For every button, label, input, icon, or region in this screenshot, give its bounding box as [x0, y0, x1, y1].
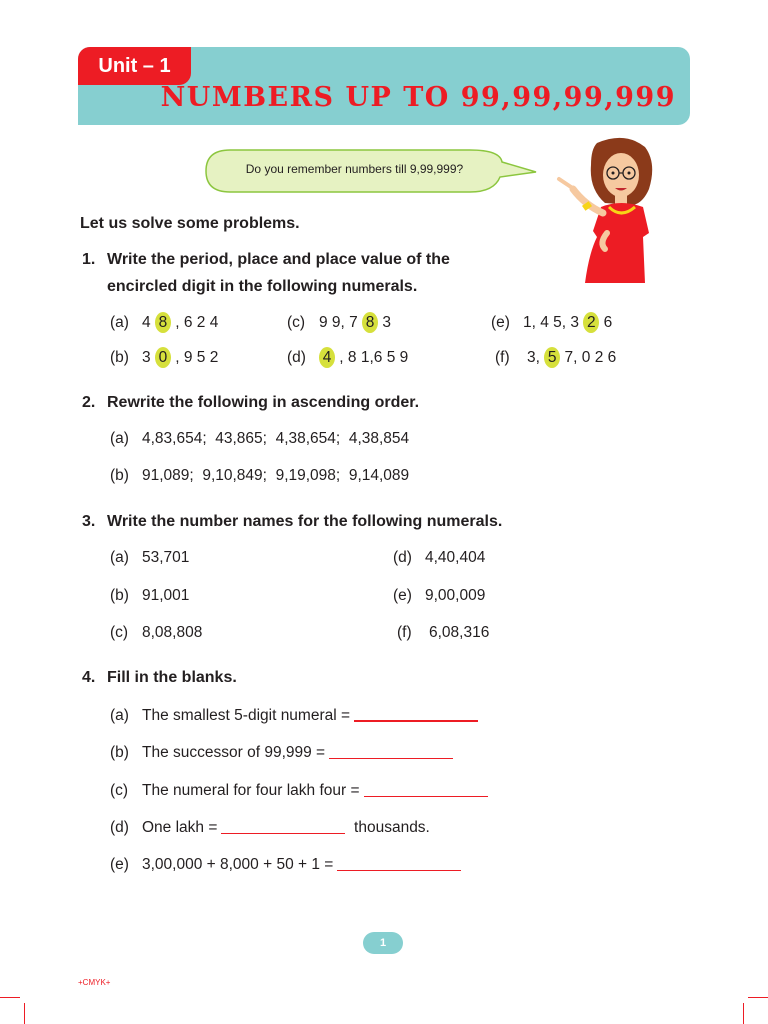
q4-item-c: (c) The numeral for four lakh four = — [110, 782, 488, 800]
answer-blank[interactable] — [221, 832, 345, 834]
unit-title: NUMBERS UP TO 99,99,99,999 — [160, 82, 676, 113]
q1-item-f: (f) 3, 5 7, 0 2 6 — [495, 349, 617, 366]
q4-item-e: (e) 3,00,000 + 8,000 + 50 + 1 = — [110, 856, 461, 874]
q3-text: Write the number names for the following numerals. — [107, 513, 503, 530]
crop-mark — [743, 1003, 744, 1024]
q1-item-b: (b) 3 0 , 9 5 2 — [110, 349, 219, 366]
q1-item-e: (e) 1, 4 5, 3 2 6 — [491, 314, 613, 331]
answer-blank[interactable] — [364, 795, 488, 797]
q4-item-d: (d) One lakh = thousands. — [110, 819, 430, 836]
q2-item-a: (a) 4,83,654; 43,865; 4,38,654; 4,38,854 — [110, 430, 410, 447]
q3-item-c: (c) 8,08,808 — [110, 624, 203, 641]
crop-mark — [0, 997, 20, 998]
q1-number: 1. — [82, 251, 96, 268]
q3-item-d: (d) 4,40,404 — [393, 549, 486, 566]
q3-item-b: (b) 91,001 — [110, 587, 190, 604]
q4-item-a: (a) The smallest 5-digit numeral = — [110, 707, 478, 725]
q3-item-e: (e) 9,00,009 — [393, 587, 486, 604]
crop-mark — [748, 997, 768, 998]
q1-item-a: (a) 4 8 , 6 2 4 — [110, 314, 219, 331]
q4-number: 4. — [82, 669, 96, 686]
crop-mark — [24, 1003, 25, 1024]
q4-item-b: (b) The successor of 99,999 = — [110, 744, 453, 762]
q1-item-d: (d) 4 , 8 1,6 5 9 — [287, 349, 409, 366]
q2-item-b: (b) 91,089; 9,10,849; 9,19,098; 9,14,089 — [110, 467, 410, 484]
q2-number: 2. — [82, 394, 96, 411]
page-number: 1 — [363, 932, 403, 954]
answer-blank[interactable] — [329, 757, 453, 759]
q2-text: Rewrite the following in ascending order. — [107, 394, 420, 411]
print-color-mark: +CMYK+ — [78, 978, 111, 987]
answer-blank[interactable] — [354, 719, 478, 722]
encircled-digit: 4 — [319, 347, 335, 368]
q3-number: 3. — [82, 513, 96, 530]
q1-line1: Write the period, place and place value of the — [107, 251, 450, 268]
unit-label: Unit – 1 — [78, 47, 191, 85]
intro-text: Let us solve some problems. — [80, 215, 300, 232]
q3-item-f: (f) 6,08,316 — [397, 624, 490, 641]
encircled-digit: 2 — [583, 312, 599, 333]
encircled-digit: 8 — [362, 312, 378, 333]
answer-blank[interactable] — [337, 869, 461, 871]
encircled-digit: 0 — [155, 347, 171, 368]
teacher-illustration — [545, 133, 660, 283]
encircled-digit: 5 — [544, 347, 560, 368]
q1-item-c: (c) 9 9, 7 8 3 — [287, 314, 392, 331]
q4-text: Fill in the blanks. — [107, 669, 237, 686]
q3-item-a: (a) 53,701 — [110, 549, 190, 566]
speech-bubble-text: Do you remember numbers till 9,99,999? — [245, 162, 464, 176]
encircled-digit: 8 — [155, 312, 171, 333]
q1-line2: encircled digit in the following numerals. — [107, 278, 418, 295]
